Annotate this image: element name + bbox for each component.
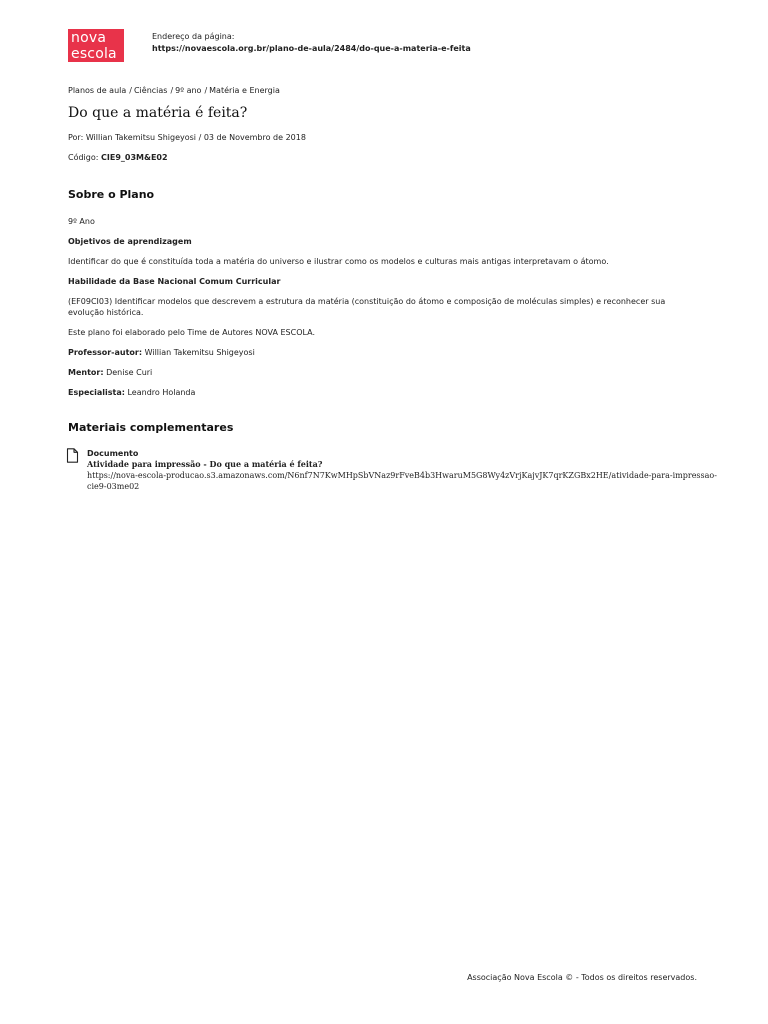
footer-copyright: Associação Nova Escola © - Todos os direitos reservados. — [467, 973, 697, 982]
breadcrumb-item-planos[interactable]: Planos de aula — [68, 86, 127, 95]
material-item — [87, 449, 727, 492]
objectives-label-text: Objetivos de aprendizagem — [68, 237, 192, 246]
specialist — [68, 387, 698, 398]
nova-escola-logo — [68, 29, 124, 62]
breadcrumb-separator: / — [129, 86, 132, 95]
breadcrumb-item-tema[interactable]: Matéria e Energia — [209, 86, 280, 95]
plan-code — [68, 153, 168, 163]
objectives-text: Identificar do que é constituída toda a matéria do universo e ilustrar como os modelos e culturas mais antigas interpretavam o átomo. — [68, 257, 609, 266]
professor-author — [68, 347, 698, 358]
address-url[interactable]: https://novaescola.org.br/plano-de-aula/2484/do-que-a-materia-e-feita — [152, 44, 471, 53]
breadcrumb-item-ciencias[interactable]: Ciências — [133, 86, 168, 95]
professor-author-value: Willian Takemitsu Shigeyosi — [144, 348, 255, 357]
material-name[interactable]: Atividade para impressão - Do que a matéria é feita? — [87, 459, 323, 469]
objectives-label — [68, 236, 698, 247]
grade: 9º Ano — [68, 217, 95, 226]
byline-author: Por: Willian Takemitsu Shigeyosi — [68, 133, 197, 142]
byline-separator: / — [196, 133, 204, 142]
mentor-value: Denise Curi — [106, 368, 153, 377]
bncc-label-text: Habilidade da Base Nacional Comum Curricular — [68, 277, 281, 286]
logo-line-2: escola — [71, 46, 117, 62]
mentor — [68, 367, 698, 378]
plan-code-value: CIE9_03M&E02 — [101, 153, 168, 162]
material-type: Documento — [87, 449, 139, 458]
professor-author-label: Professor-autor: — [68, 348, 143, 357]
address-label: Endereço da página: — [152, 32, 235, 41]
mentor-label: Mentor: — [68, 368, 104, 377]
bncc-text: (EF09CI03) Identificar modelos que descrevem a estrutura da matéria (constituição do átomo e composição de moléculas simples) e reconhecer sua evolução histórica. — [68, 297, 666, 317]
material-link[interactable]: https://nova-escola-producao.s3.amazonaws.com/N6nf7N7KwMHpSbVNaz9rFveB4b3HwaruM5G8Wy4zVrjKajvJK7qrKZGBx2HE/atividade-para-impressao-cie9-03me02 — [87, 471, 717, 491]
bncc-label — [68, 276, 698, 287]
breadcrumb-separator: / — [170, 86, 174, 95]
byline — [68, 133, 306, 143]
page-address — [152, 31, 471, 55]
breadcrumb — [68, 86, 280, 96]
elaborated-note: Este plano foi elaborado pelo Time de Autores NOVA ESCOLA. — [68, 328, 316, 337]
specialist-value: Leandro Holanda — [127, 388, 196, 397]
breadcrumb-separator: / — [204, 86, 208, 95]
plan-code-label: Código: — [68, 153, 99, 162]
logo-line-1: nova — [71, 30, 107, 46]
byline-date: 03 de Novembro de 2018 — [203, 133, 306, 142]
materials-heading: Materiais complementares — [68, 421, 234, 434]
about-heading: Sobre o Plano — [68, 188, 155, 201]
breadcrumb-item-ano[interactable]: 9º ano — [175, 86, 202, 95]
document-icon — [66, 448, 79, 463]
specialist-label: Especialista: — [68, 388, 125, 397]
page-title: Do que a matéria é feita? — [68, 105, 248, 121]
